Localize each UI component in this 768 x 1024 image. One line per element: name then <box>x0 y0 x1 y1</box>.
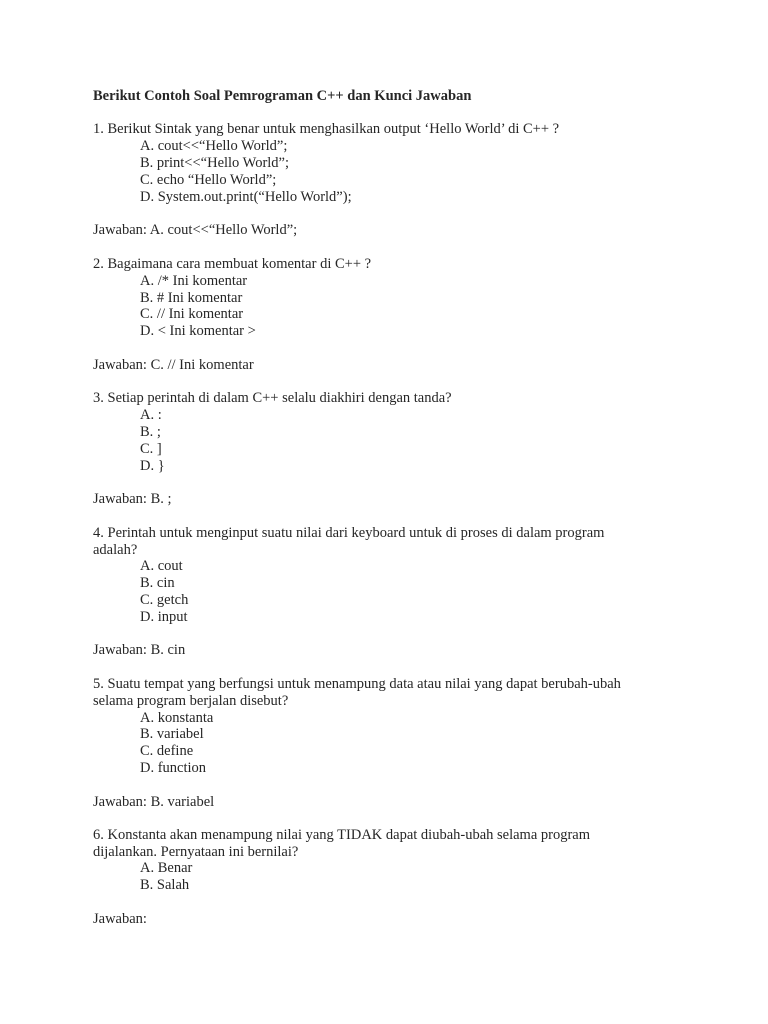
question-4-answer: Jawaban: B. cin <box>93 642 186 658</box>
question-2-answer: Jawaban: C. // Ini komentar <box>93 357 254 373</box>
question-4-text-line-2: adalah? <box>93 542 138 558</box>
question-1-option-a: A. cout<<“Hello World”; <box>140 138 288 154</box>
document-title: Berikut Contoh Soal Pemrograman C++ dan Kunci Jawaban <box>93 88 472 104</box>
question-3-option-c: C. ] <box>140 441 162 457</box>
question-5-option-d: D. function <box>140 760 207 776</box>
question-3-text: 3. Setiap perintah di dalam C++ selalu diakhiri dengan tanda? <box>93 390 452 406</box>
question-6-option-a: A. Benar <box>140 860 193 876</box>
question-6-answer: Jawaban: <box>93 911 147 927</box>
question-1-option-d: D. System.out.print(“Hello World”); <box>140 189 352 205</box>
question-4-option-d: D. input <box>140 609 188 625</box>
question-5-option-a: A. konstanta <box>140 710 214 726</box>
question-1-option-b: B. print<<“Hello World”; <box>140 155 290 171</box>
question-4-option-a: A. cout <box>140 558 183 574</box>
question-2-option-d: D. < Ini komentar > <box>140 323 256 339</box>
question-1-answer: Jawaban: A. cout<<“Hello World”; <box>93 222 298 238</box>
question-3-option-d: D. } <box>140 458 165 474</box>
question-5-text-line-2: selama program berjalan disebut? <box>93 693 289 709</box>
question-4-option-b: B. cin <box>140 575 175 591</box>
question-2-option-a: A. /* Ini komentar <box>140 273 248 289</box>
question-1-option-c: C. echo “Hello World”; <box>140 172 277 188</box>
question-6-option-b: B. Salah <box>140 877 190 893</box>
question-2-text: 2. Bagaimana cara membuat komentar di C++ ? <box>93 256 372 272</box>
question-1-text: 1. Berikut Sintak yang benar untuk menghasilkan output ‘Hello World’ di C++ ? <box>93 121 560 137</box>
question-5-option-b: B. variabel <box>140 726 204 742</box>
question-3-option-b: B. ; <box>140 424 161 440</box>
question-4-option-c: C. getch <box>140 592 189 608</box>
question-5-text-line-1: 5. Suatu tempat yang berfungsi untuk menampung data atau nilai yang dapat berubah-ubah <box>93 676 621 692</box>
question-6-text-line-2: dijalankan. Pernyataan ini bernilai? <box>93 844 299 860</box>
question-3-answer: Jawaban: B. ; <box>93 491 172 507</box>
question-5-option-c: C. define <box>140 743 194 759</box>
question-4-text-line-1: 4. Perintah untuk menginput suatu nilai dari keyboard untuk di proses di dalam program <box>93 525 605 541</box>
question-5-answer: Jawaban: B. variabel <box>93 794 215 810</box>
question-2-option-b: B. # Ini komentar <box>140 290 243 306</box>
question-6-text-line-1: 6. Konstanta akan menampung nilai yang TIDAK dapat diubah-ubah selama program <box>93 827 591 843</box>
question-3-option-a: A. : <box>140 407 162 423</box>
question-2-option-c: C. // Ini komentar <box>140 306 244 322</box>
